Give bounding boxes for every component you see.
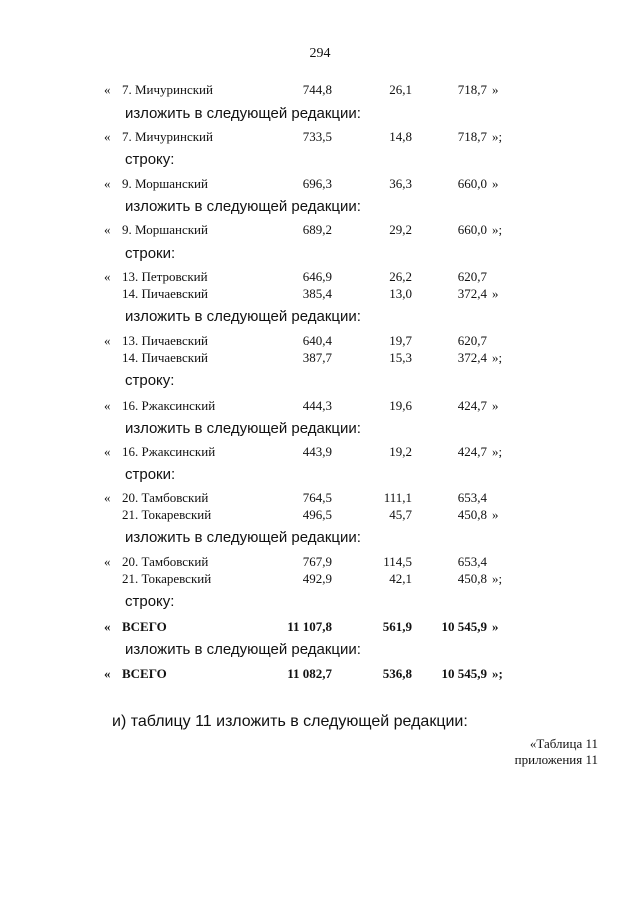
data-row-value-2: 26,1 xyxy=(389,82,412,97)
instruction-text: строки: xyxy=(125,466,176,483)
instruction-text: изложить в следующей редакции: xyxy=(125,198,361,215)
data-row-value-2: 111,1 xyxy=(383,490,412,505)
instruction-text: изложить в следующей редакции: xyxy=(125,529,361,546)
total-row-name: ВСЕГО xyxy=(122,666,167,681)
data-row-value-3: 718,7 xyxy=(457,129,487,144)
data-row-close-quote: » xyxy=(492,286,499,301)
total-row-value-2: 536,8 xyxy=(382,666,412,681)
data-row-value-2: 36,3 xyxy=(389,176,412,191)
data-row-value-2: 19,6 xyxy=(389,398,412,413)
data-row-value-1: 492,9 xyxy=(302,571,332,586)
data-row-open-quote: « xyxy=(104,333,111,348)
data-row-value-1: 696,3 xyxy=(302,176,332,191)
data-row-value-3: 450,8 xyxy=(457,507,487,522)
data-row-open-quote: « xyxy=(104,490,111,505)
data-row-value-1: 640,4 xyxy=(302,333,332,348)
data-row-value-2: 114,5 xyxy=(383,554,412,569)
data-row-value-1: 646,9 xyxy=(302,269,332,284)
data-row-open-quote: « xyxy=(104,444,111,459)
data-row-name: 21. Токаревский xyxy=(122,571,212,586)
data-row-value-2: 26,2 xyxy=(389,269,412,284)
total-row-value-3: 10 545,9 xyxy=(441,619,487,634)
data-row-open-quote: « xyxy=(104,176,111,191)
data-row-value-3: 450,8 xyxy=(457,571,487,586)
page-number: 294 xyxy=(309,46,331,61)
instruction-text: изложить в следующей редакции: xyxy=(125,420,361,437)
instruction-text: строки: xyxy=(125,245,176,262)
data-row-value-1: 387,7 xyxy=(302,350,332,365)
data-row-value-2: 19,7 xyxy=(389,333,412,348)
data-row-value-3: 660,0 xyxy=(457,176,487,191)
total-row-value-3: 10 545,9 xyxy=(441,666,487,681)
data-row-open-quote: « xyxy=(104,554,111,569)
data-row-name: 20. Тамбовский xyxy=(122,490,209,505)
instruction-text: изложить в следующей редакции: xyxy=(125,308,361,325)
data-row-value-3: 424,7 xyxy=(457,444,487,459)
total-row-name: ВСЕГО xyxy=(122,619,167,634)
data-row-open-quote: « xyxy=(104,269,111,284)
data-row-open-quote: « xyxy=(104,82,111,97)
data-row-value-2: 45,7 xyxy=(389,507,412,522)
data-row-close-quote: » xyxy=(492,507,499,522)
data-row-name: 14. Пичаевский xyxy=(122,350,208,365)
data-row-value-2: 42,1 xyxy=(389,571,412,586)
data-row-name: 7. Мичуринский xyxy=(122,129,213,144)
data-row-value-2: 15,3 xyxy=(389,350,412,365)
data-row-value-1: 443,9 xyxy=(302,444,332,459)
total-row-value-1: 11 082,7 xyxy=(287,666,332,681)
data-row-value-1: 496,5 xyxy=(302,507,332,522)
data-row-name: 16. Ржаксинский xyxy=(122,444,216,459)
data-row-value-3: 660,0 xyxy=(457,222,487,237)
data-row-close-quote: »; xyxy=(492,444,503,459)
data-row-value-3: 424,7 xyxy=(457,398,487,413)
data-row-close-quote: » xyxy=(492,176,499,191)
data-row-close-quote: »; xyxy=(492,222,503,237)
data-row-value-3: 372,4 xyxy=(457,286,487,301)
final-instruction: и) таблицу 11 изложить в следующей редакции: xyxy=(112,713,468,730)
data-row-close-quote: »; xyxy=(492,571,503,586)
data-row-value-3: 718,7 xyxy=(457,82,487,97)
data-row-name: 9. Моршанский xyxy=(122,176,208,191)
data-row-value-1: 444,3 xyxy=(302,398,332,413)
data-row-value-3: 372,4 xyxy=(457,350,487,365)
instruction-text: изложить в следующей редакции: xyxy=(125,641,361,658)
data-row-name: 7. Мичуринский xyxy=(122,82,213,97)
total-row-close-quote: » xyxy=(492,619,499,634)
data-row-name: 16. Ржаксинский xyxy=(122,398,216,413)
data-row-value-1: 767,9 xyxy=(302,554,332,569)
data-row-open-quote: « xyxy=(104,398,111,413)
data-row-value-1: 689,2 xyxy=(302,222,332,237)
data-row-close-quote: »; xyxy=(492,129,503,144)
total-row-value-2: 561,9 xyxy=(382,619,412,634)
table-caption-line-1: «Таблица 11 xyxy=(529,736,598,751)
data-row-open-quote: « xyxy=(104,222,111,237)
data-row-name: 14. Пичаевский xyxy=(122,286,208,301)
data-row-value-1: 385,4 xyxy=(302,286,332,301)
data-row-name: 13. Петровский xyxy=(122,269,208,284)
data-row-value-1: 744,8 xyxy=(302,82,332,97)
total-row-close-quote: »; xyxy=(492,666,503,681)
data-row-name: 13. Пичаевский xyxy=(122,333,208,348)
data-row-value-2: 19,2 xyxy=(389,444,412,459)
data-row-value-2: 14,8 xyxy=(389,129,412,144)
total-row-open-quote: « xyxy=(104,619,111,634)
data-row-value-1: 764,5 xyxy=(302,490,332,505)
data-row-close-quote: » xyxy=(492,398,499,413)
instruction-text: изложить в следующей редакции: xyxy=(125,105,361,122)
data-row-value-3: 653,4 xyxy=(457,490,487,505)
total-row-value-1: 11 107,8 xyxy=(287,619,332,634)
data-row-close-quote: » xyxy=(492,82,499,97)
data-row-value-2: 13,0 xyxy=(389,286,412,301)
data-row-name: 9. Моршанский xyxy=(122,222,208,237)
instruction-text: строку: xyxy=(125,593,175,610)
table-caption-line-2: приложения 11 xyxy=(514,752,598,767)
instruction-text: строку: xyxy=(125,372,175,389)
data-row-close-quote: »; xyxy=(492,350,503,365)
data-row-name: 21. Токаревский xyxy=(122,507,212,522)
data-row-open-quote: « xyxy=(104,129,111,144)
data-row-name: 20. Тамбовский xyxy=(122,554,209,569)
data-row-value-3: 653,4 xyxy=(457,554,487,569)
data-row-value-1: 733,5 xyxy=(302,129,332,144)
data-row-value-3: 620,7 xyxy=(457,269,487,284)
total-row-open-quote: « xyxy=(104,666,111,681)
data-row-value-2: 29,2 xyxy=(389,222,412,237)
data-row-value-3: 620,7 xyxy=(457,333,487,348)
instruction-text: строку: xyxy=(125,151,175,168)
